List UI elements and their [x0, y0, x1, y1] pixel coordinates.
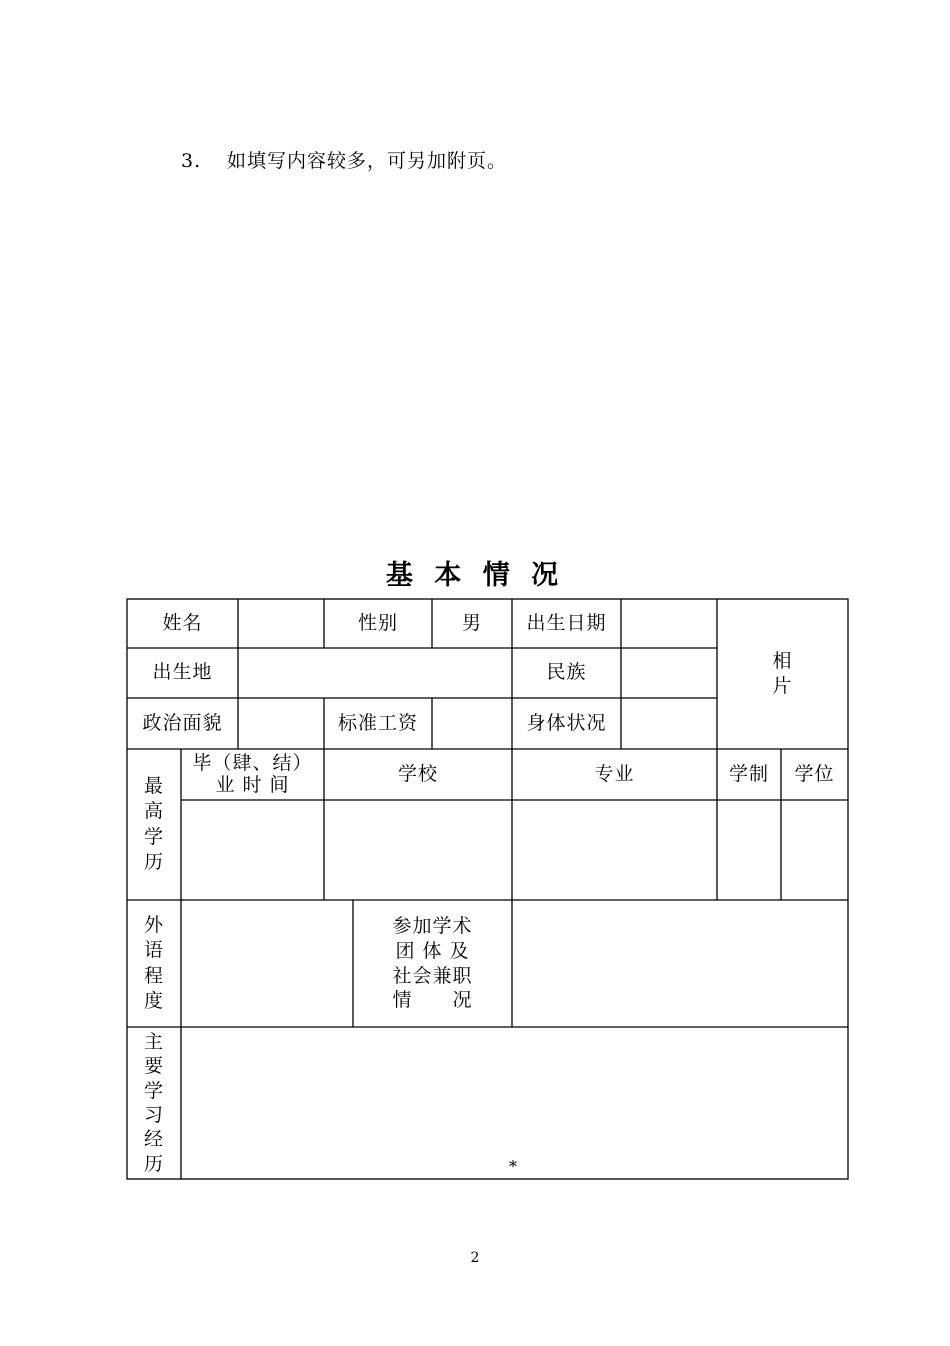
- ethnicity-field[interactable]: [621, 648, 717, 698]
- history-label-char: 经: [143, 1128, 164, 1151]
- birth-date-label: 出生日期: [526, 611, 607, 634]
- note-text: 如填写内容较多，可另加附页。: [227, 150, 508, 172]
- birthplace-field[interactable]: [238, 648, 512, 698]
- health-field[interactable]: [621, 698, 717, 749]
- language-label: [127, 900, 181, 1027]
- name-label: 姓名: [162, 611, 203, 634]
- education-label: [127, 749, 181, 900]
- education-label-char: 历: [143, 850, 164, 873]
- language-label-char: 语: [143, 939, 164, 962]
- academic-field[interactable]: [512, 900, 848, 1027]
- birth-date-field[interactable]: [621, 599, 717, 648]
- academic-label-line: 情 况: [392, 989, 473, 1012]
- language-label-char: 程: [143, 964, 164, 987]
- grad-time-label: [181, 749, 324, 800]
- photo-cell[interactable]: [717, 599, 848, 749]
- grad-time-label-line: 业 时 间: [215, 773, 290, 796]
- page-number: 2: [470, 1250, 480, 1266]
- major-field[interactable]: [512, 800, 717, 900]
- birthplace-label: 出生地: [152, 661, 213, 684]
- education-label-char: 最: [143, 775, 164, 798]
- language-field[interactable]: [181, 900, 353, 1027]
- degree-label: 学位: [794, 762, 835, 785]
- ethnicity-label: 民族: [546, 661, 587, 684]
- name-field[interactable]: [238, 599, 324, 648]
- language-label-char: 度: [143, 989, 164, 1012]
- duration-field[interactable]: [717, 800, 781, 900]
- history-mark: *: [509, 1157, 517, 1176]
- photo-label-2: 片: [772, 675, 793, 697]
- degree-field[interactable]: [781, 800, 848, 900]
- history-label-char: 历: [143, 1152, 164, 1175]
- history-label-char: 习: [143, 1104, 164, 1126]
- health-label: 身体状况: [526, 711, 607, 734]
- gender-label: 性别: [357, 611, 398, 634]
- language-label-char: 外: [143, 914, 164, 937]
- school-label: 学校: [397, 762, 438, 785]
- political-status-label: 政治面貌: [142, 711, 223, 734]
- education-label-char: 高: [143, 800, 164, 823]
- salary-label: 标准工资: [337, 711, 418, 734]
- salary-field[interactable]: [432, 698, 512, 749]
- page-title: 基 本 情 况: [385, 560, 565, 591]
- academic-label-line: 社会兼职: [392, 964, 473, 987]
- academic-label-line: 参加学术: [392, 915, 473, 938]
- academic-label-line: 团 体 及: [395, 939, 470, 962]
- duration-label: 学制: [728, 762, 769, 785]
- political-status-field[interactable]: [238, 698, 324, 749]
- study-history-label: [127, 1027, 181, 1179]
- history-label-char: 要: [143, 1055, 164, 1078]
- academic-label: [353, 900, 512, 1027]
- grad-time-field[interactable]: [181, 800, 324, 900]
- school-field[interactable]: [324, 800, 512, 900]
- major-label: 专业: [594, 762, 635, 785]
- photo-label-1: 相: [772, 649, 793, 672]
- grad-time-label-line: 毕（肆、结）: [192, 751, 313, 774]
- education-label-char: 学: [143, 825, 164, 848]
- history-label-char: 学: [143, 1079, 164, 1102]
- history-label-char: 主: [143, 1031, 164, 1054]
- note-number: 3.: [181, 150, 202, 172]
- gender-value[interactable]: 男: [461, 611, 482, 634]
